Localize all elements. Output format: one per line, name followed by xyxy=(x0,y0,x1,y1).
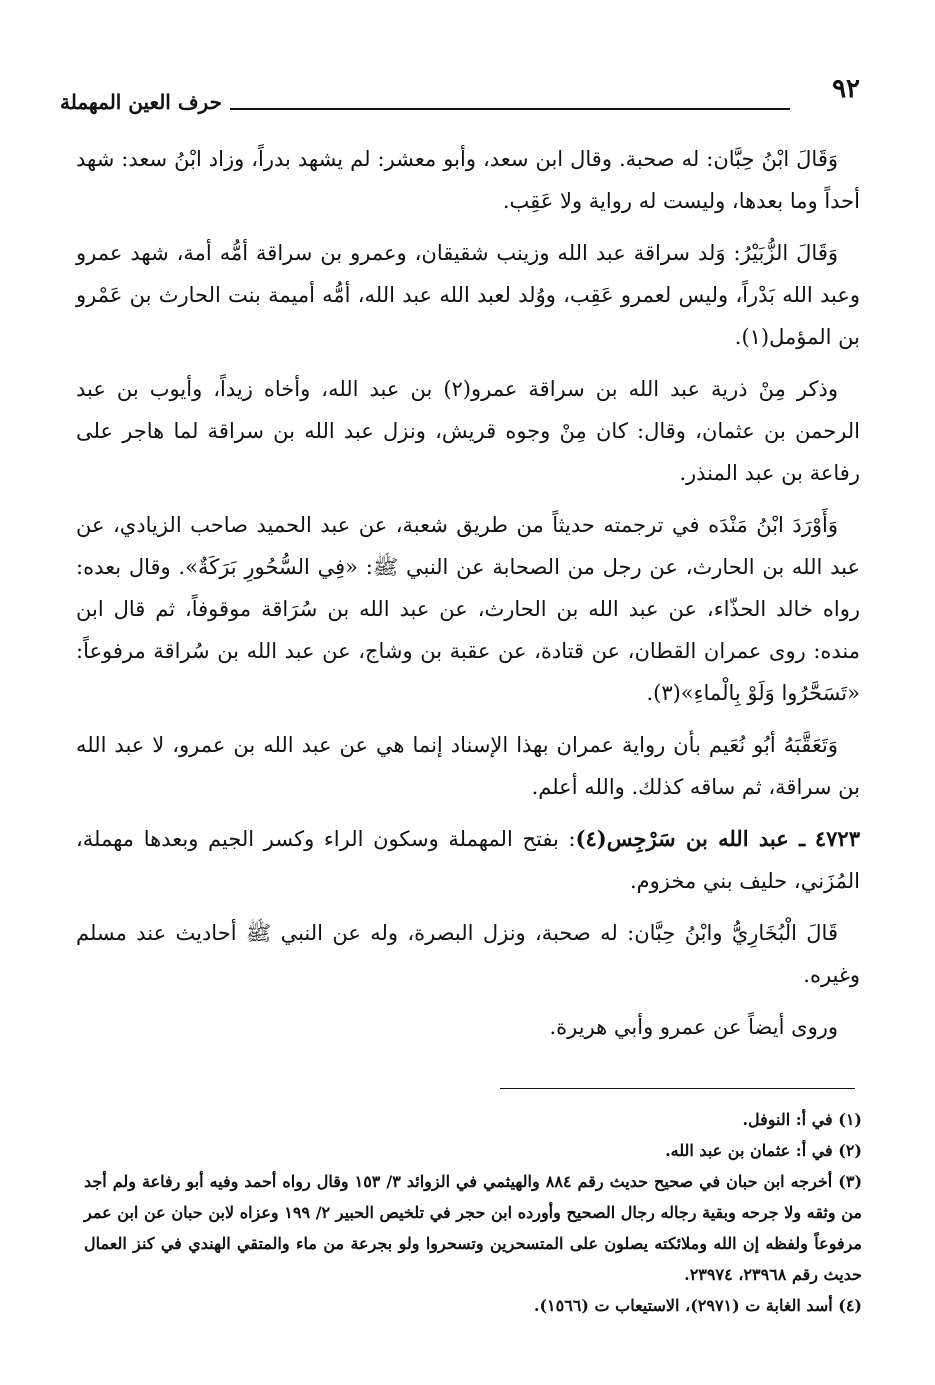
footnote-separator xyxy=(500,1088,855,1089)
page-number: ٩٢ xyxy=(832,74,860,104)
running-title: حرف العين المهملة xyxy=(60,90,222,114)
page-header xyxy=(60,74,860,118)
paragraph: وذكر مِنْ ذرية عبد الله بن سراقة عمرو(٢) بن عبد الله، وأخاه زيداً، وأيوب بن عبد الرحمن بن عثمان، وقال: كان مِنْ وجوه قريش، ونزل عبد الله بن سراقة لما هاجر على رفاعة بن عبد المنذر. xyxy=(76,377,860,485)
entry-number: ٤٧٢٣ xyxy=(814,826,860,851)
footnote: (٤) أسد الغابة ت (٢٩٧١)، الاستيعاب ت (١٥٦٦). xyxy=(533,1296,862,1315)
entry-text: : بفتح المهملة وسكون الراء وكسر الجيم وبعدها مهملة، المُزَني، حليف بني مخزوم. xyxy=(76,827,860,893)
entry-name-text: عبد الله بن سَرْجِس(٤) xyxy=(575,826,789,851)
footnote: (٣) أخرجه ابن حبان في صحيح حديث رقم ٨٨٤ والهيثمي في الزوائد ٣/ ١٥٣ وقال رواه أحمد وفيه أبو رفاعة ولم أجد من وثقه ولا جرحه وبقية رجاله رجال الصحيح وأورده ابن حجر في تلخيص الحبير ٢/ ١٩٩ وعزاه لابن حبان عن ابن عمر مرفوعاً ولفظه إن الله وملائكته يصلون على المتسحرين وتسحروا ولو بجرعة من ماء والمتقي الهندي في كنز العمال حديث رقم ٢٣٩٦٨، ٢٣٩٧٤. xyxy=(84,1172,863,1284)
paragraph: وَقَالَ الزُّبَيْرُ: وَلد سراقة عبد الله وزينب شقيقان، وعمرو بن سراقة أمُّه أمة، شهد عمرو وعبد الله بَدْراً، وليس لعمرو عَقِب، ووُلد لعبد الله عبد الله، أمُّه أميمة بنت الحارث بن عَمْرو بن المؤمل(١). xyxy=(76,241,860,349)
paragraph: وَأَوْرَدَ ابْنُ مَنْدَه في ترجمته حديثاً من طريق شعبة، عن عبد الحميد صاحب الزيادي، عن عبد الله بن الحارث، عن رجل من الصحابة عن النبي ﷺ: «فِي السُّحُورِ بَرَكَةٌ». وقال بعده: رواه خالد الحذّاء، عن عبد الله بن الحارث، عن عبد الله بن سُرَاقة موقوفاً، ثم قال ابن منده: روى عمران القطان، عن قتادة، عن عقبة بن وشاج، عن عبد الله بن سُراقة مرفوعاً: «تَسَحَّرُوا وَلَوْ بِالْماءِ»(٣). xyxy=(76,513,861,705)
paragraph: وروى أيضاً عن عمرو وأبي هريرة. xyxy=(549,1015,838,1039)
entry-name: ـ عبد الله بن سَرْجِس(٤) xyxy=(575,826,806,851)
footnotes xyxy=(84,1104,862,1321)
main-text xyxy=(76,138,860,1058)
header-rule xyxy=(230,108,790,110)
footnote: (٢) في أ: عثمان بن عبد الله. xyxy=(665,1141,862,1160)
paragraph: وَتَعَقَّبَهُ أبُو نُعَيم بأن رواية عمران بهذا الإسناد إنما هي عن عبد الله بن عمرو، لا عبد الله بن سراقة، ثم ساقه كذلك. والله أعلم. xyxy=(76,733,860,799)
paragraph: وَقَالَ ابْنُ حِبَّان: له صحبة. وقال ابن سعد، وأبو معشر: لم يشهد بدراً، وزاد ابْنُ سعد: شهد أحداً وما بعدها، وليست له رواية ولا عَقِب. xyxy=(76,147,860,213)
biography-entry xyxy=(76,818,860,902)
footnote: (١) في أ: النوفل. xyxy=(742,1110,862,1129)
paragraph: قَالَ الْبُخَارِيُّ وابْنُ حِبَّان: له صحبة، ونزل البصرة، وله عن النبي ﷺ أحاديث عند مسلم وغيره. xyxy=(76,921,860,987)
